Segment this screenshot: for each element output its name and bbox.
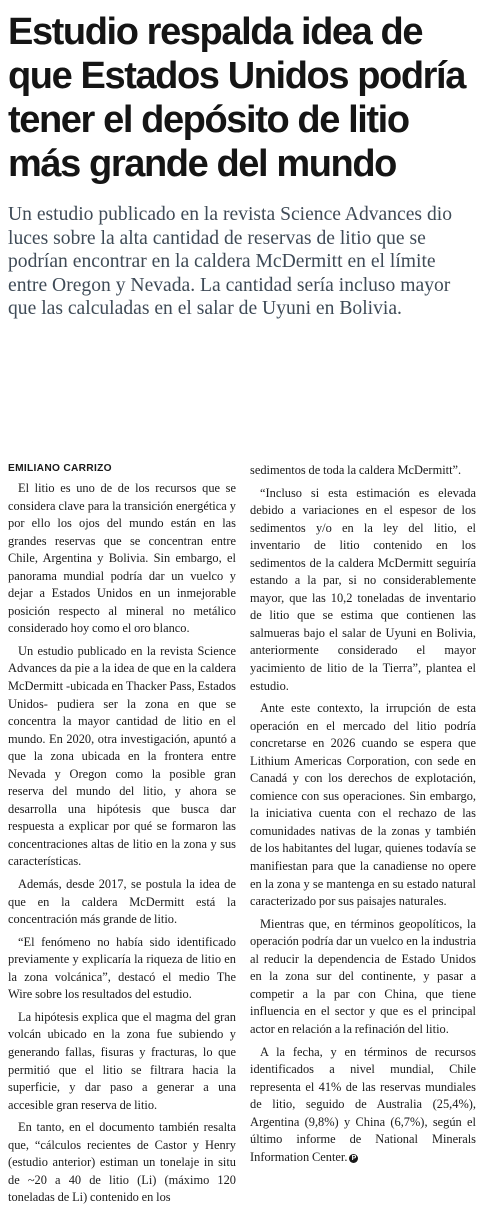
body-paragraph: “Incluso si esta estimación es elevada debido a variaciones en el espesor de los sedimentos y/o en la ley del litio, el inventario de litio contenido en los sedimentos de la caldera McDermitt seguiría estando a la par, si no considerablemente mayor, que las 10,2 toneladas de inventario de litio que se estima que contienen las salmueras bajo el salar de Uyuni en Bolivia, anteriormente considerado el mayor yacimiento de litio de la Tierra”, plantea el estudio.: [250, 485, 476, 693]
body-paragraph: sedimentos de toda la caldera McDermitt”.: [250, 463, 462, 477]
body-paragraph: Ante este contexto, la irrupción de esta operación en el mercado del litio podría concretarse en 2026 cuando se espera que Lithium Americas Corporation, con sede en Canadá y con los derechos de explotación, comience con sus operaciones. Sin embargo, la iniciativa cuenta con el rechazo de las comunidades nativas de la zonas y también de los habitantes del lugar, quienes todavía se manifiestan para que la canadiense no opere en la zona y se mantenga en su estado natural caracterizado por sus paisajes naturales.: [250, 701, 476, 909]
final-paragraph-text: A la fecha, y en términos de recursos identificados a nivel mundial, Chile representa el 41% de las reservas mundiales de litio, seguido de Australia (25,4%), Argentina (9,8%) y China (6,7%), según el último informe de National Minerals Information Center.: [250, 1044, 476, 1164]
body-paragraph: La hipótesis explica que el magma del gran volcán ubicado en la zona fue subiendo y generando fallas, fisuras y fracturas, lo que permitió que el litio se filtrara hacia la superficie, y dar paso a generar a una accesible gran reserva de litio.: [8, 1009, 236, 1112]
body-paragraph: En tanto, en el documento también resalta que, “cálculos recientes de Castor y Henry (estudio anterior) estiman un tonelaje in situ de ~20 a 40 de litio (Li) (máximo 120 toneladas de Li) contenido en los: [8, 1120, 236, 1205]
author-byline: EMILIANO CARRIZO: [8, 463, 112, 474]
article-headline: Estudio respalda idea de que Estados Unidos podría tener el depósito de litio más grande del mundo: [8, 11, 465, 185]
body-paragraph: Un estudio publicado en la revista Science Advances da pie a la idea de que en la caldera McDermitt -ubicada en Thacker Pass, Estados Unidos- pudiera ser la zona en que se concentra la mayor cantidad de litio en el mundo. En 2020, otra investigación, apuntó a que la zona ubicada en la frontera entre Nevada y Oregon como la posible gran reserva del mundo del litio, y ahora se desarrolla una hipótesis que busca dar respuesta a explicar por qué se formaron las concentraciones altas de litio en la zona y sus características.: [8, 643, 236, 869]
body-paragraph: El litio es uno de de los recursos que se considera clave para la transición energética y por ello los ojos del mundo están en las grandes reservas que se concentran entre Chile, Argentina y Bolivia. Sin embargo, el panorama mundial podría dar un vuelco y dejar a Estados Unidos en un inmejorable posición respecto al mineral no metálico considerado hoy como el oro blanco.: [8, 481, 236, 636]
final-paragraph: [250, 1044, 476, 1167]
article-lead: Un estudio publicado en la revista Science Advances dio luces sobre la alta cantidad de reservas de litio que se podrían encontrar en la caldera McDermitt en el límite entre Oregon y Nevada. La cantidad sería incluso mayor que las calculadas en el salar de Uyuni en Bolivia.: [8, 204, 452, 320]
right-column: [250, 462, 476, 1171]
body-paragraph: Además, desde 2017, se postula la idea de que en la caldera McDermitt está la concentración más grande de litio.: [8, 877, 236, 927]
end-of-article-icon: P: [349, 1154, 358, 1163]
body-paragraph: “El fenómeno no había sido identificado previamente y explicaría la riqueza de litio en la zona volcánica”, destacó el medio The Wire sobre los resultados del estudio.: [8, 934, 236, 1002]
left-column: [8, 462, 236, 1212]
body-paragraph: Mientras que, en términos geopolíticos, la operación podría dar un vuelco en la industria al reducir la dependencia de Estado Unidos en la zona sur del continente, y pasar a competir a la par con China, que tiene influencia en el sector y que es el principal actor en relación a la refinación del litio.: [250, 916, 476, 1036]
